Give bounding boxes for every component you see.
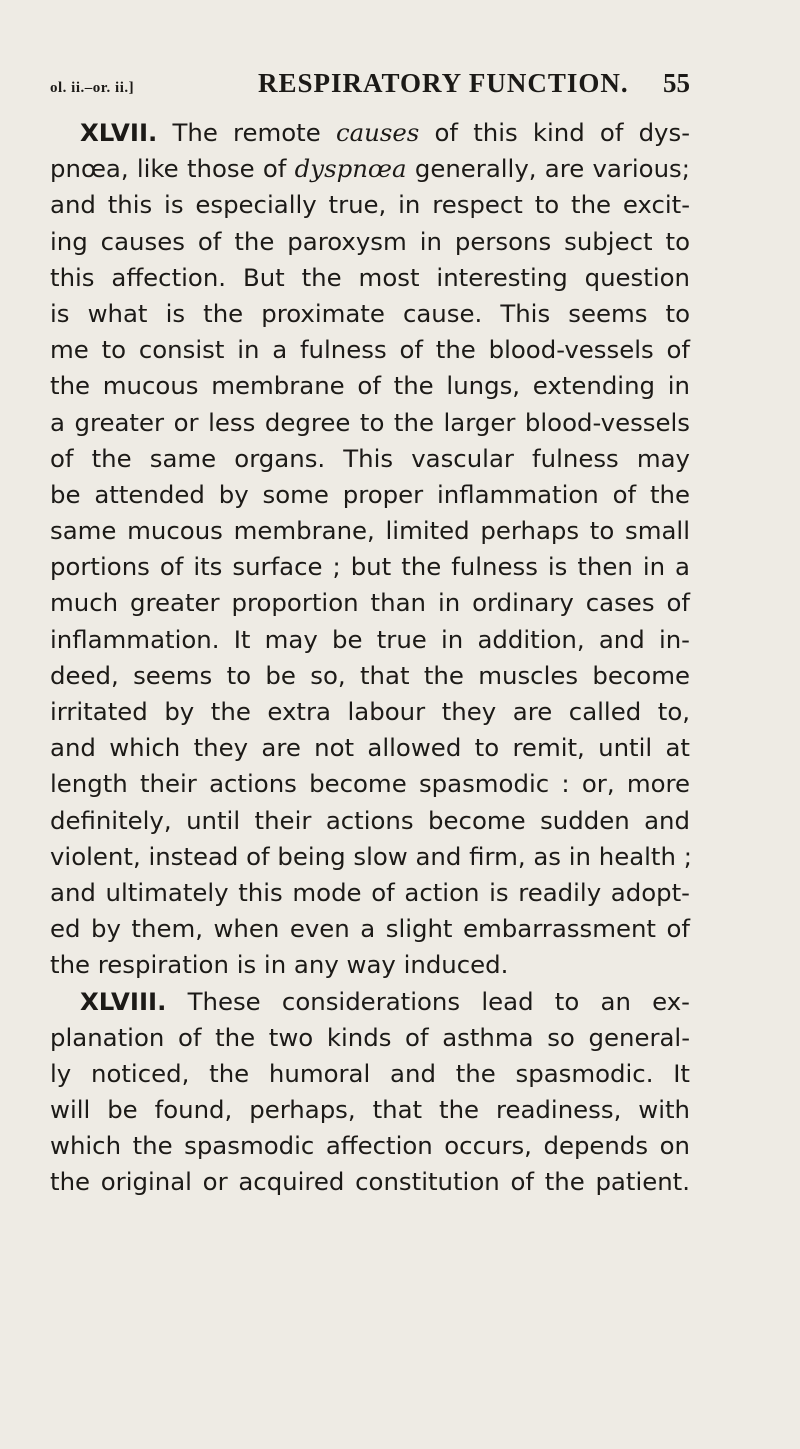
italic-term: dyspnœa	[294, 154, 407, 184]
text-segment: and ultimately this mode of action is readily adopt-	[50, 877, 690, 907]
text-line	[50, 405, 690, 441]
text-line	[50, 803, 690, 839]
text-segment: is what is the proximate cause. This seems to	[50, 298, 690, 328]
text-segment: a greater or less degree to the larger blood-vessels	[50, 407, 690, 437]
text-segment: which the spasmodic affection occurs, depends on	[50, 1131, 690, 1161]
text-segment: planation of the two kinds of asthma so general-	[50, 1022, 690, 1052]
text-line	[50, 441, 690, 477]
text-segment: and this is especially true, in respect to the excit-	[50, 190, 690, 220]
text-line	[50, 477, 690, 513]
text-segment: of the same organs. This vascular fulness may	[50, 443, 690, 473]
section-number: XLVII.	[80, 118, 158, 147]
body-text	[50, 115, 690, 1201]
text-segment: the respiration is in any way induced.	[50, 950, 509, 980]
text-segment: inflammation. It may be true in addition, and in-	[50, 624, 690, 654]
text-segment: and which they are not allowed to remit, until at	[50, 733, 690, 763]
text-line	[50, 1128, 690, 1164]
text-line	[50, 947, 690, 983]
text-line	[50, 549, 690, 585]
text-line	[50, 585, 690, 621]
text-line	[50, 296, 690, 332]
text-line	[50, 911, 690, 947]
text-line	[50, 766, 690, 802]
text-segment: will be found, perhaps, that the readiness, with	[50, 1095, 690, 1125]
text-segment: definitely, until their actions become sudden and	[50, 805, 690, 835]
text-line	[50, 984, 690, 1020]
text-line	[50, 513, 690, 549]
text-segment: These considerations lead to an ex-	[166, 986, 690, 1016]
text-segment: deed, seems to be so, that the muscles become	[50, 660, 690, 690]
text-segment: irritated by the extra labour they are called to,	[50, 697, 690, 726]
text-line	[50, 658, 690, 694]
text-line	[50, 224, 690, 260]
text-segment: pnœa, like those of	[50, 154, 295, 184]
text-line	[50, 332, 690, 368]
text-segment: of this kind of dys-	[419, 118, 691, 147]
text-segment: me to consist in a fulness of the blood-vessels of	[50, 335, 690, 365]
text-segment: generally, are various;	[406, 154, 690, 184]
running-head	[50, 68, 690, 104]
text-segment: be attended by some proper inflammation of the	[50, 479, 690, 509]
text-line	[50, 1056, 690, 1092]
text-line	[50, 1164, 690, 1200]
running-head-section: ol. ii.–or. ii.]	[50, 80, 135, 96]
text-line	[50, 875, 690, 911]
italic-term: causes	[335, 118, 420, 147]
text-segment: this affection. But the most interesting question	[50, 262, 690, 292]
text-segment: ing causes of the paroxysm in persons subject to	[50, 226, 690, 256]
running-head-title: RESPIRATORY FUNCTION.	[258, 68, 629, 98]
text-line	[50, 115, 690, 151]
text-segment: much greater proportion than in ordinary cases of	[50, 588, 690, 618]
text-segment: violent, instead of being slow and firm, as in health ;	[50, 841, 692, 871]
text-line	[50, 839, 690, 875]
text-segment: ed by them, when even a slight embarrassment of	[50, 914, 690, 944]
text-line	[50, 187, 690, 223]
text-segment: ly noticed, the humoral and the spasmodic. It	[50, 1058, 690, 1088]
text-segment: the original or acquired constitution of the patient.	[50, 1167, 690, 1197]
text-segment: same mucous membrane, limited perhaps to small	[50, 516, 690, 546]
text-line	[50, 730, 690, 766]
section-number: XLVIII.	[80, 986, 167, 1016]
text-line	[50, 151, 690, 187]
text-line	[50, 368, 690, 404]
text-line	[50, 622, 690, 658]
text-line	[50, 694, 690, 730]
text-segment: length their actions become spasmodic : or, more	[50, 769, 690, 799]
text-line	[50, 1020, 690, 1056]
text-line	[50, 1092, 690, 1128]
page-number: 55	[663, 68, 690, 98]
text-line	[50, 260, 690, 296]
text-segment: The remote	[157, 118, 336, 147]
text-segment: portions of its surface ; but the fulness is then in a	[50, 552, 690, 582]
text-segment: the mucous membrane of the lungs, extending in	[50, 371, 690, 401]
